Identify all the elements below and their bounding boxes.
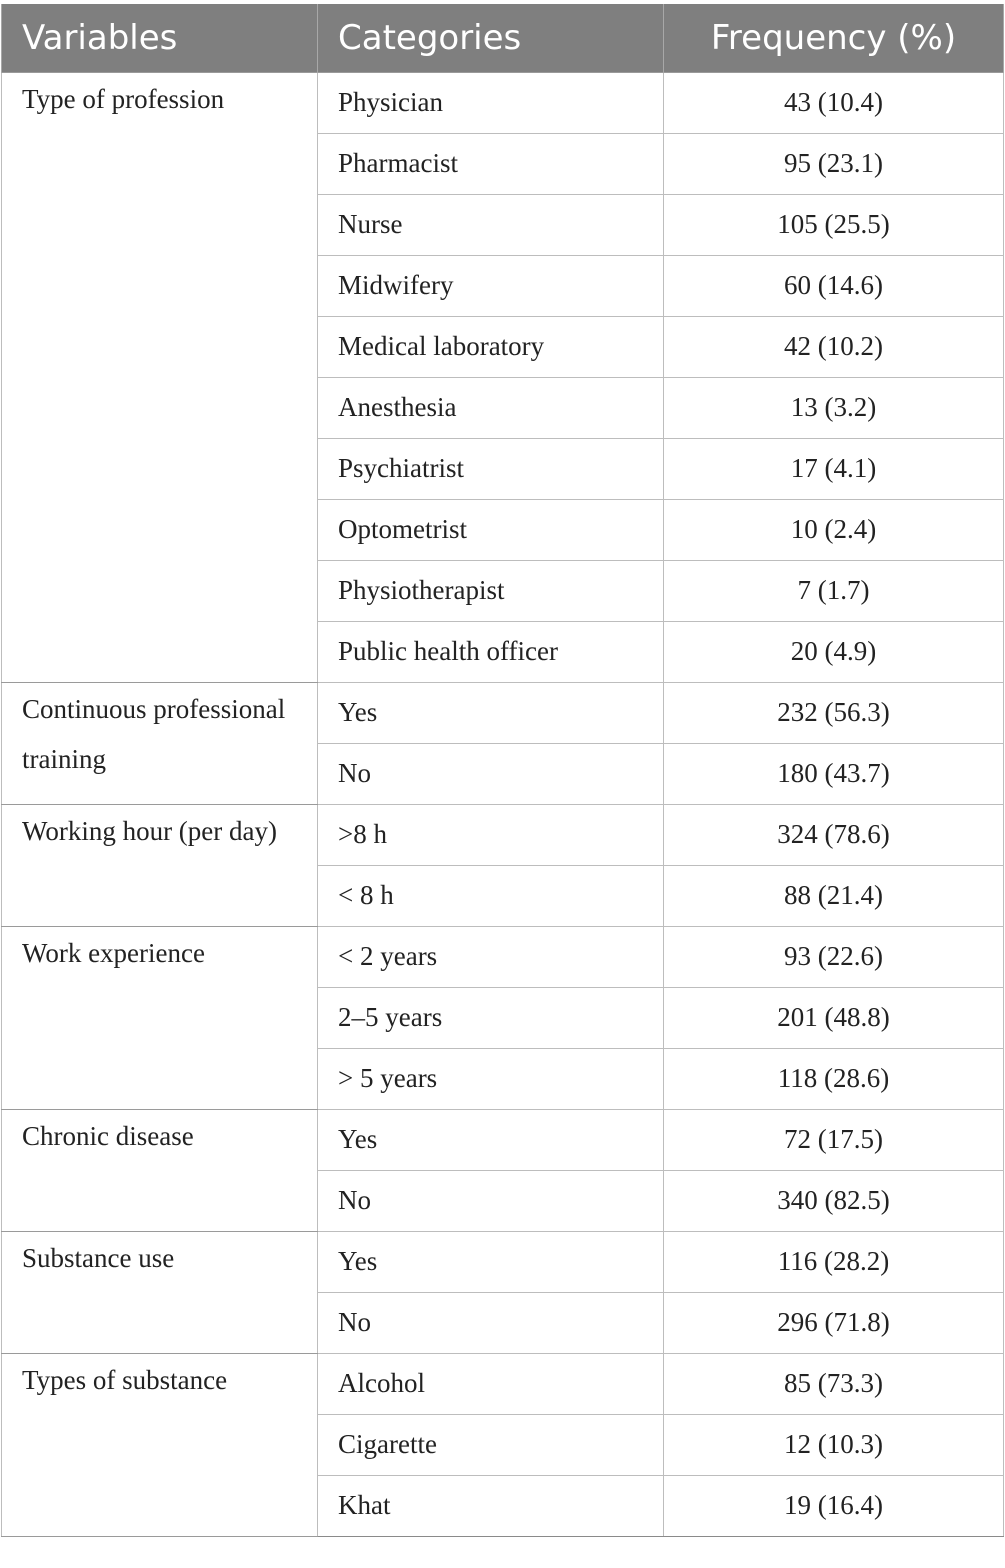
category-cell: Pharmacist (318, 133, 664, 194)
category-cell: Cigarette (318, 1414, 664, 1475)
variable-cell (2, 1231, 318, 1353)
variable-cell (2, 804, 318, 926)
frequency-cell: 324 (78.6) (664, 804, 1004, 865)
frequency-cell: 93 (22.6) (664, 926, 1004, 987)
variable-cell (2, 1109, 318, 1231)
frequency-cell: 296 (71.8) (664, 1292, 1004, 1353)
frequency-cell: 20 (4.9) (664, 621, 1004, 682)
category-cell: Yes (318, 1109, 664, 1170)
category-cell: 2–5 years (318, 987, 664, 1048)
category-cell: >8 h (318, 804, 664, 865)
category-cell: Midwifery (318, 255, 664, 316)
frequency-cell: 95 (23.1) (664, 133, 1004, 194)
category-cell: < 2 years (318, 926, 664, 987)
category-cell: > 5 years (318, 1048, 664, 1109)
variable-label: Types of substance (22, 1364, 228, 1395)
frequency-cell: 7 (1.7) (664, 560, 1004, 621)
category-cell: Anesthesia (318, 377, 664, 438)
header-categories: Categories (318, 4, 664, 72)
frequency-cell: 340 (82.5) (664, 1170, 1004, 1231)
category-cell: Nurse (318, 194, 664, 255)
frequency-table (1, 4, 1004, 1537)
variable-label: Work experience (22, 937, 205, 968)
variable-label: Type of profession (22, 83, 225, 114)
variable-cell (2, 1353, 318, 1536)
variable-cell (2, 682, 318, 804)
category-cell: < 8 h (318, 865, 664, 926)
category-cell: Public health officer (318, 621, 664, 682)
category-cell: Yes (318, 1231, 664, 1292)
category-cell: Physiotherapist (318, 560, 664, 621)
category-cell: Optometrist (318, 499, 664, 560)
frequency-cell: 118 (28.6) (664, 1048, 1004, 1109)
frequency-cell: 42 (10.2) (664, 316, 1004, 377)
variable-cell (2, 72, 318, 682)
variable-cell (2, 926, 318, 1109)
frequency-cell: 105 (25.5) (664, 194, 1004, 255)
frequency-cell: 232 (56.3) (664, 682, 1004, 743)
variable-label: Continuous professional training (22, 693, 286, 774)
table-row (2, 1353, 1004, 1414)
frequency-cell: 12 (10.3) (664, 1414, 1004, 1475)
frequency-cell: 43 (10.4) (664, 72, 1004, 133)
frequency-cell: 201 (48.8) (664, 987, 1004, 1048)
variable-label: Working hour (per day) (22, 815, 277, 846)
table-row (2, 804, 1004, 865)
category-cell: Psychiatrist (318, 438, 664, 499)
table-row (2, 926, 1004, 987)
category-cell: Medical laboratory (318, 316, 664, 377)
header-frequency: Frequency (%) (664, 4, 1004, 72)
frequency-cell: 19 (16.4) (664, 1475, 1004, 1536)
table-row (2, 682, 1004, 743)
header-row (2, 4, 1004, 72)
table-row (2, 1231, 1004, 1292)
frequency-cell: 17 (4.1) (664, 438, 1004, 499)
category-cell: No (318, 1170, 664, 1231)
header-variables: Variables (2, 4, 318, 72)
frequency-cell: 72 (17.5) (664, 1109, 1004, 1170)
category-cell: Alcohol (318, 1353, 664, 1414)
frequency-cell: 10 (2.4) (664, 499, 1004, 560)
category-cell: Yes (318, 682, 664, 743)
frequency-cell: 13 (3.2) (664, 377, 1004, 438)
table-body (2, 72, 1004, 1536)
variable-label: Chronic disease (22, 1120, 194, 1151)
variable-label: Substance use (22, 1242, 175, 1273)
frequency-cell: 116 (28.2) (664, 1231, 1004, 1292)
category-cell: Khat (318, 1475, 664, 1536)
frequency-cell: 88 (21.4) (664, 865, 1004, 926)
frequency-cell: 60 (14.6) (664, 255, 1004, 316)
table-row (2, 1109, 1004, 1170)
frequency-cell: 85 (73.3) (664, 1353, 1004, 1414)
category-cell: No (318, 1292, 664, 1353)
category-cell: No (318, 743, 664, 804)
table-row (2, 72, 1004, 133)
frequency-cell: 180 (43.7) (664, 743, 1004, 804)
category-cell: Physician (318, 72, 664, 133)
